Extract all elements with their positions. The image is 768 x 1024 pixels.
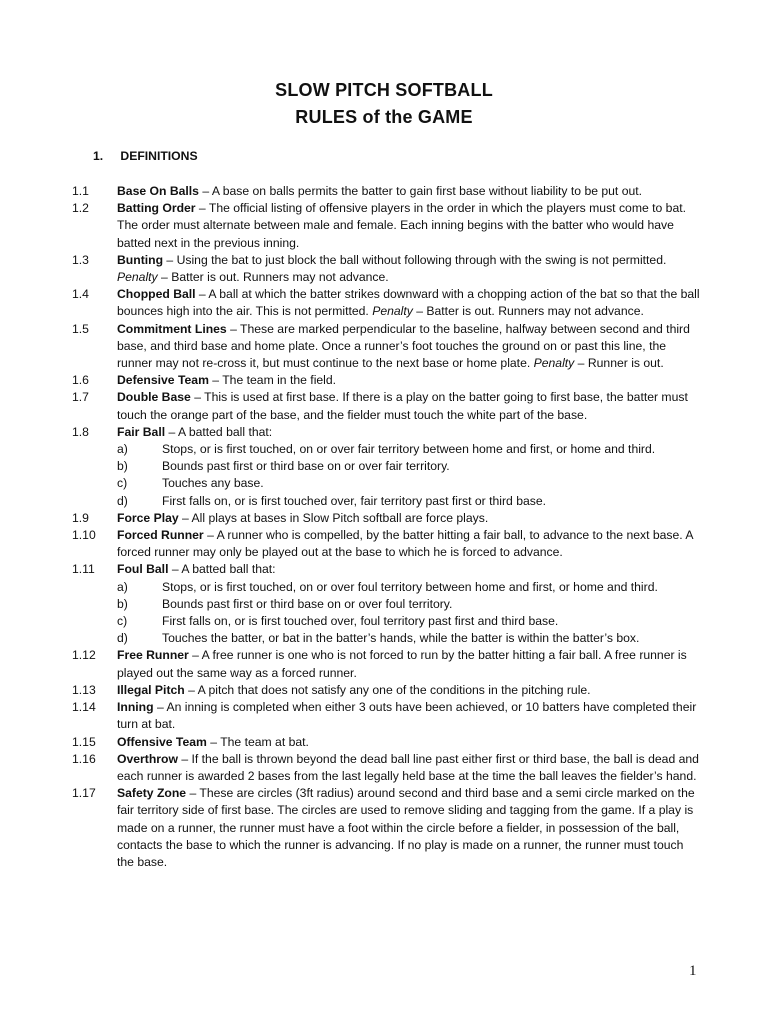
definition-item: [72, 286, 702, 320]
sub-item-label: c): [117, 476, 128, 491]
definition-body: [117, 389, 702, 423]
definition-body: [117, 321, 702, 373]
sub-item-spacer: [72, 630, 117, 647]
definition-term: Bunting: [117, 252, 164, 267]
definition-term: Illegal Pitch: [117, 682, 185, 697]
definition-text: – An inning is completed when either 3 outs have been achieved, or 10 batters have completed their turn at bat.: [117, 700, 697, 732]
sub-item-spacer: [72, 493, 117, 510]
definition-text: – A pitch that does not satisfy any one of the conditions in the pitching rule.: [184, 682, 591, 697]
definition-term: Base On Balls: [117, 184, 199, 198]
sub-item-label: a): [117, 579, 128, 594]
document-title: SLOW PITCH SOFTBALL: [275, 80, 493, 100]
sub-item-spacer: [72, 475, 117, 492]
definition-item: [72, 252, 702, 286]
definition-item: [72, 734, 702, 751]
definition-text: – A batted ball that:: [165, 424, 273, 439]
definition-term: Fair Ball: [117, 424, 166, 439]
sub-item: [117, 441, 702, 458]
sub-item-row: [72, 493, 702, 510]
sub-item-spacer: [72, 613, 117, 630]
definition-body: [117, 734, 702, 751]
definition-text: – These are marked perpendicular to the baseline, halfway between second and third base, and third base and home plate. Once a runner’s foot touches the ground on or past this line, the runner may not re-cross it, but must continue to the next base or home plate.: [117, 321, 690, 371]
definition-text: – These are circles (3ft radius) around second and third base and a semi circle marked on the fair territory side of first base. The circles are used to remove sliding and tagging from the game. If a play is made on a runner, the runner must have a foot within the circle before a fielder, in possession of the ball, contacts the base to which the runner is advancing. If no play is made on a runner, the runner must touch the base.: [117, 786, 695, 869]
sub-item-label: d): [117, 493, 128, 508]
sub-item-text: Bounds past first or third base on or over fair territory.: [162, 459, 450, 474]
section-number: 1.: [93, 149, 104, 163]
definition-term: Forced Runner: [117, 528, 204, 543]
sub-item: [117, 579, 702, 596]
definition-body: [117, 424, 702, 441]
penalty-line: [117, 269, 702, 286]
definition-text: – The official listing of offensive players in the order in which the players must come to bat. The order must alternate between male and female. Each inning begins with the batter who would have batted next in the previous inning.: [117, 201, 687, 250]
penalty-text: – Runner is out.: [574, 356, 664, 371]
section-heading: [93, 149, 198, 163]
definition-body: [117, 561, 702, 578]
definition-text: – A free runner is one who is not forced to run by the batter hitting a fair ball. A free runner is played out the same way as a forced runner.: [117, 648, 687, 680]
definition-term: Foul Ball: [117, 562, 169, 577]
definition-number: 1.4: [72, 287, 89, 302]
definition-term: Inning: [117, 700, 154, 715]
definition-item: [72, 682, 702, 699]
sub-item-label: a): [117, 442, 128, 457]
definition-term: Safety Zone: [117, 786, 187, 801]
definition-body: [117, 252, 702, 286]
sub-item: [117, 475, 702, 492]
sub-item-spacer: [72, 579, 117, 596]
definition-number: 1.6: [72, 373, 89, 388]
definition-term: Chopped Ball: [117, 287, 196, 302]
sub-item-label: d): [117, 631, 128, 646]
definition-item: [72, 785, 702, 871]
definition-term: Commitment Lines: [117, 321, 227, 336]
definition-number: 1.10: [72, 528, 96, 543]
penalty-label: Penalty: [533, 356, 575, 371]
sub-item-text: Stops, or is first touched, on or over fair territory between home and first, or home and third.: [162, 442, 656, 457]
section-title: DEFINITIONS: [120, 149, 198, 163]
penalty-label: Penalty: [372, 304, 413, 319]
definition-item: [72, 647, 702, 681]
definition-term: Overthrow: [117, 751, 178, 766]
definition-number: 1.12: [72, 648, 96, 663]
definition-text: – A batted ball that:: [168, 562, 276, 577]
definition-text: – A runner who is compelled, by the batter hitting a fair ball, to advance to the next base. A forced runner may only be played out at the base to which he is forced to advance.: [117, 528, 693, 560]
definition-item: [72, 200, 702, 252]
sub-item: [117, 493, 702, 510]
sub-item: [117, 596, 702, 613]
definition-number: 1.15: [72, 734, 96, 749]
sub-item-row: [72, 613, 702, 630]
sub-item-text: Bounds past first or third base on or over foul territory.: [162, 596, 453, 611]
definitions-list: [72, 183, 702, 871]
definition-number: 1.2: [72, 201, 89, 216]
sub-item-row: [72, 475, 702, 492]
sub-item-label: c): [117, 614, 128, 629]
definition-body: [117, 647, 702, 681]
sub-item-spacer: [72, 596, 117, 613]
sub-item-row: [72, 441, 702, 458]
definition-item: [72, 372, 702, 389]
definition-body: [117, 183, 702, 200]
definition-number: 1.3: [72, 252, 89, 267]
sub-item-text: Touches the batter, or bat in the batter’s hands, while the batter is within the batter’s box.: [162, 631, 640, 646]
definition-body: [117, 699, 702, 733]
sub-item-text: First falls on, or is first touched over, foul territory past first and third base.: [162, 614, 559, 629]
document-subtitle: RULES of the GAME: [295, 107, 473, 127]
definition-text: – If the ball is thrown beyond the dead ball line past either first or third base, the ball is dead and each runner is awarded 2 bases from the last legally held base at the time the ball leaves the fielder’s hand.: [117, 751, 699, 783]
sub-item-spacer: [72, 458, 117, 475]
sub-item-row: [72, 596, 702, 613]
sub-item-spacer: [72, 441, 117, 458]
sub-item-row: [72, 458, 702, 475]
definition-item: [72, 527, 702, 561]
definition-item: [72, 699, 702, 733]
penalty-text: – Batter is out. Runners may not advance.: [157, 270, 389, 285]
definition-text: – The team at bat.: [206, 734, 309, 749]
definition-item: [72, 424, 702, 441]
page-number: 1: [689, 963, 697, 979]
definition-body: [117, 527, 702, 561]
definition-item: [72, 510, 702, 527]
definition-number: 1.11: [72, 562, 95, 577]
sub-item-text: Stops, or is first touched, on or over foul territory between home and first, or home and third.: [162, 579, 658, 594]
definition-number: 1.16: [72, 751, 96, 766]
definition-term: Batting Order: [117, 201, 196, 216]
definition-term: Defensive Team: [117, 373, 209, 388]
definition-body: [117, 785, 702, 871]
definition-body: [117, 751, 702, 785]
sub-item-row: [72, 579, 702, 596]
sub-item-label: b): [117, 459, 128, 474]
penalty-label: Penalty: [117, 270, 158, 285]
definition-text: – Using the bat to just block the ball without following through with the swing is not permitted.: [163, 252, 667, 267]
penalty-text: – Batter is out. Runners may not advance.: [412, 304, 644, 319]
definition-number: 1.9: [72, 510, 89, 525]
definition-number: 1.1: [72, 184, 89, 198]
definition-number: 1.5: [72, 321, 89, 336]
sub-item: [117, 458, 702, 475]
definition-number: 1.7: [72, 390, 89, 405]
definition-term: Force Play: [117, 510, 179, 525]
definition-term: Free Runner: [117, 648, 189, 663]
sub-item: [117, 613, 702, 630]
sub-item: [117, 630, 702, 647]
definition-text: – This is used at first base. If there is a play on the batter going to first base, the batter must touch the orange part of the base, and the fielder must touch the white part of the base.: [117, 390, 688, 422]
definition-number: 1.14: [72, 700, 96, 715]
definition-term: Double Base: [117, 390, 191, 405]
sub-item-text: First falls on, or is first touched over, fair territory past first or third base.: [162, 493, 547, 508]
definition-item: [72, 183, 702, 200]
definition-number: 1.8: [72, 424, 89, 439]
sub-item-row: [72, 630, 702, 647]
definition-item: [72, 389, 702, 423]
definition-term: Offensive Team: [117, 734, 207, 749]
definition-body: [117, 372, 702, 389]
definition-text: – The team in the field.: [208, 373, 337, 388]
definition-text: – All plays at bases in Slow Pitch softball are force plays.: [178, 510, 489, 525]
definition-body: [117, 200, 702, 252]
definition-item: [72, 321, 702, 373]
definition-body: [117, 510, 702, 527]
definition-item: [72, 561, 702, 578]
definition-text: – A base on balls permits the batter to gain first base without liability to be put out.: [198, 184, 643, 198]
definition-body: [117, 682, 702, 699]
definition-number: 1.13: [72, 682, 96, 697]
sub-item-label: b): [117, 596, 128, 611]
definition-body: [117, 286, 702, 320]
definition-number: 1.17: [72, 786, 96, 801]
definition-item: [72, 751, 702, 785]
sub-item-text: Touches any base.: [162, 476, 264, 491]
definition-text: – A ball at which the batter strikes downward with a chopping action of the bat so that the ball bounces high into the air. This is not permitted.: [117, 287, 700, 319]
